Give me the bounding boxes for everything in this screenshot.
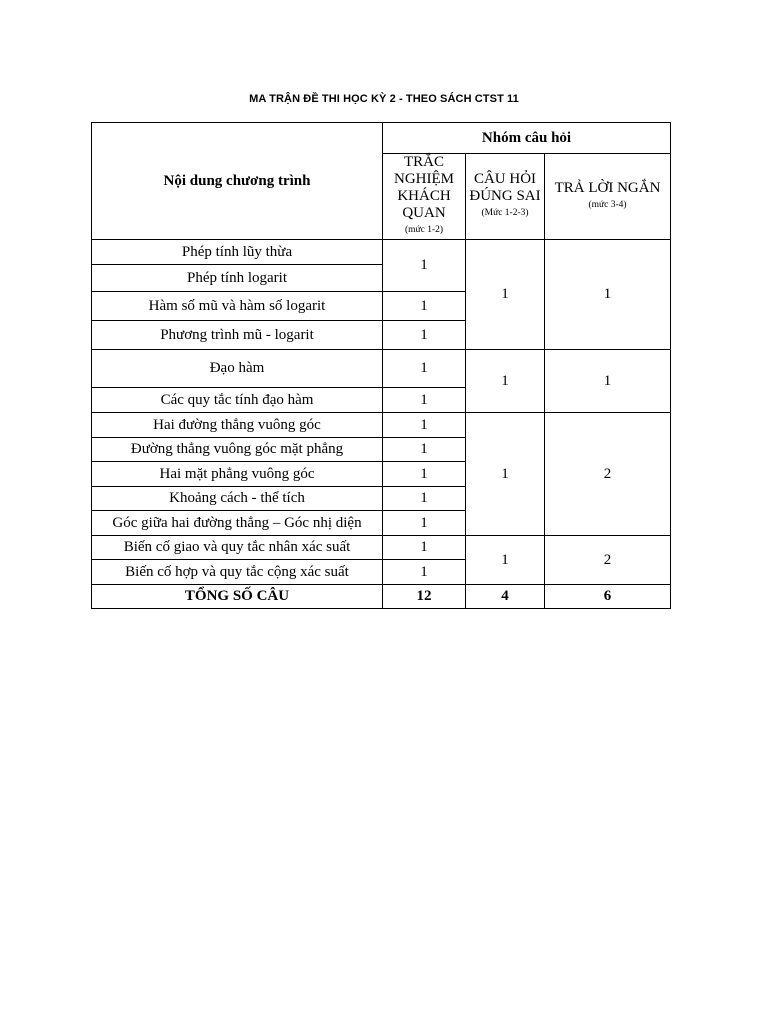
total-short: 6 [545, 585, 671, 609]
topic-cell: Góc giữa hai đường thẳng – Góc nhị diện [92, 511, 383, 536]
table-row [92, 240, 671, 265]
total-row [92, 585, 671, 609]
document-title: MA TRẬN ĐỀ THI HỌC KỲ 2 - THEO SÁCH CTST 11 [249, 93, 519, 105]
topic-cell: Biến cố giao và quy tắc nhân xác suất [92, 536, 383, 560]
short-count-cell: 1 [545, 350, 671, 413]
mc-count-cell: 1 [383, 321, 466, 350]
topic-cell: Phép tính lũy thừa [92, 240, 383, 265]
table-row [92, 536, 671, 560]
mc-count-cell: 1 [383, 350, 466, 388]
header-question-group: Nhóm câu hỏi [383, 123, 671, 154]
mc-count-cell: 1 [383, 511, 466, 536]
table-row [92, 413, 671, 438]
question-matrix-table [91, 122, 671, 609]
header-short-answer [545, 154, 671, 240]
topic-cell: Khoảng cách - thể tích [92, 487, 383, 511]
total-label: TỔNG SỐ CÂU [92, 585, 383, 609]
topic-cell: Phép tính logarit [92, 265, 383, 292]
tf-count-cell: 1 [466, 413, 545, 536]
topic-cell: Phương trình mũ - logarit [92, 321, 383, 350]
mc-count-cell: 1 [383, 487, 466, 511]
topic-cell: Biến cố hợp và quy tắc cộng xác suất [92, 560, 383, 585]
mc-count-cell: 1 [383, 388, 466, 413]
short-count-cell: 1 [545, 240, 671, 350]
topic-cell: Các quy tắc tính đạo hàm [92, 388, 383, 413]
tf-count-cell: 1 [466, 536, 545, 585]
header-row [92, 123, 671, 154]
header-multiple-choice-label: TRẮC NGHIỆM KHÁCH QUAN [394, 154, 454, 221]
mc-count-cell: 1 [383, 462, 466, 487]
header-multiple-choice [383, 154, 466, 240]
short-count-cell: 2 [545, 536, 671, 585]
mc-count-cell: 1 [383, 240, 466, 292]
topic-cell: Đường thẳng vuông góc mặt phẳng [92, 438, 383, 462]
table-row [92, 350, 671, 388]
mc-count-cell: 1 [383, 292, 466, 321]
mc-count-cell: 1 [383, 438, 466, 462]
header-short-answer-level: (mức 3-4) [588, 199, 627, 210]
tf-count-cell: 1 [466, 240, 545, 350]
mc-count-cell: 1 [383, 560, 466, 585]
topic-cell: Hai mặt phẳng vuông góc [92, 462, 383, 487]
total-mc: 12 [383, 585, 466, 609]
header-short-answer-label: TRẢ LỜI NGẮN [554, 179, 661, 196]
header-true-false [466, 154, 545, 240]
mc-count-cell: 1 [383, 413, 466, 438]
header-true-false-label: CÂU HỎI ĐÚNG SAI [469, 171, 541, 204]
header-multiple-choice-level: (mức 1-2) [404, 225, 444, 235]
topic-cell: Đạo hàm [92, 350, 383, 388]
topic-cell: Hai đường thẳng vuông góc [92, 413, 383, 438]
short-count-cell: 2 [545, 413, 671, 536]
header-content: Nội dung chương trình [92, 123, 383, 240]
total-tf: 4 [466, 585, 545, 609]
topic-cell: Hàm số mũ và hàm số logarit [92, 292, 383, 321]
tf-count-cell: 1 [466, 350, 545, 413]
mc-count-cell: 1 [383, 536, 466, 560]
header-true-false-level: (Mức 1-2-3) [481, 208, 529, 218]
